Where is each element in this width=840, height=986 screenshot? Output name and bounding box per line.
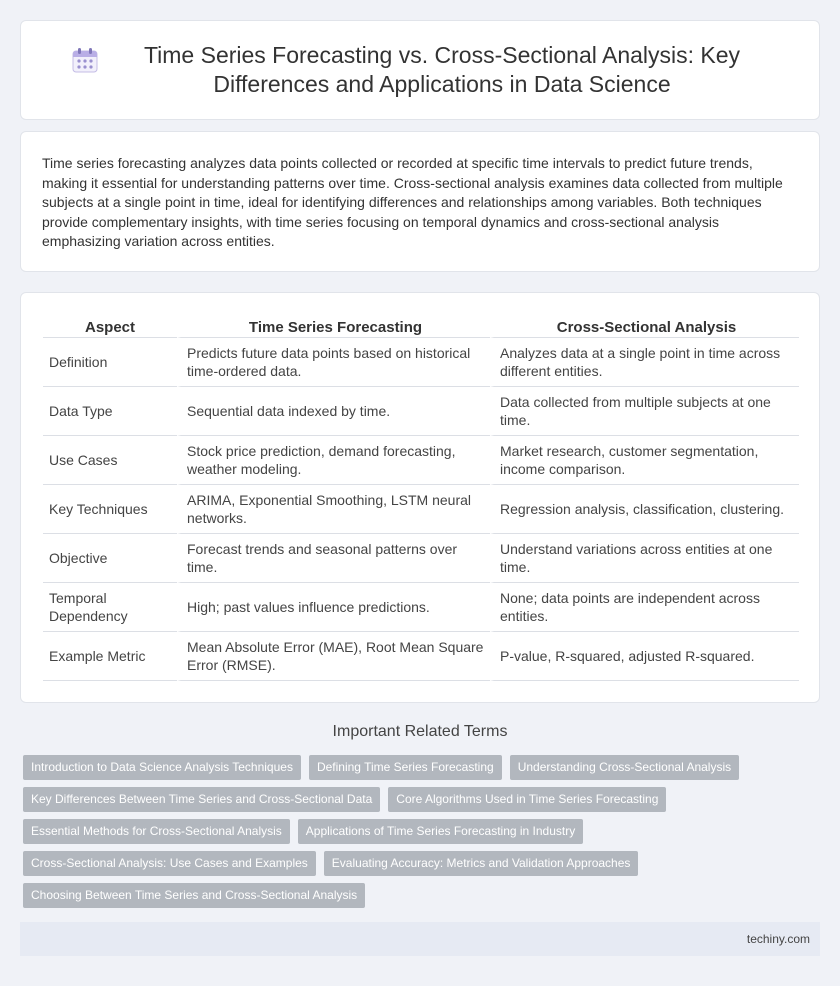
column-header-time-series: Time Series Forecasting bbox=[177, 314, 490, 338]
intro-card bbox=[20, 131, 820, 272]
table-cell-cross-sectional: Regression analysis, classification, clustering. bbox=[490, 485, 799, 534]
table-cell-aspect: Data Type bbox=[43, 387, 177, 436]
table-cell-aspect: Definition bbox=[43, 338, 177, 387]
table-cell-time-series: Sequential data indexed by time. bbox=[177, 387, 490, 436]
table-row bbox=[43, 436, 799, 485]
page-title: Time Series Forecasting vs. Cross-Sectional Analysis: Key Differences and Applications in Data Science bbox=[143, 42, 741, 97]
comparison-table-card bbox=[20, 292, 820, 703]
table-cell-aspect: Objective bbox=[43, 534, 177, 583]
related-term-tag[interactable]: Cross-Sectional Analysis: Use Cases and Examples bbox=[23, 851, 316, 876]
table-cell-time-series: High; past values influence predictions. bbox=[177, 583, 490, 632]
table-cell-time-series: Forecast trends and seasonal patterns over time. bbox=[177, 534, 490, 583]
table-cell-time-series: Predicts future data points based on historical time-ordered data. bbox=[177, 338, 490, 387]
column-header-aspect: Aspect bbox=[43, 314, 177, 338]
table-header-row bbox=[43, 314, 799, 338]
table-cell-time-series: ARIMA, Exponential Smoothing, LSTM neural networks. bbox=[177, 485, 490, 534]
comparison-table bbox=[43, 314, 799, 681]
tag-row bbox=[23, 819, 803, 844]
table-cell-aspect: Temporal Dependency bbox=[43, 583, 177, 632]
table-cell-cross-sectional: Understand variations across entities at one time. bbox=[490, 534, 799, 583]
related-term-tag[interactable]: Evaluating Accuracy: Metrics and Validation Approaches bbox=[324, 851, 639, 876]
table-cell-aspect: Key Techniques bbox=[43, 485, 177, 534]
table-cell-aspect: Use Cases bbox=[43, 436, 177, 485]
related-term-tag[interactable]: Understanding Cross-Sectional Analysis bbox=[510, 755, 739, 780]
tag-row bbox=[23, 755, 803, 780]
calendar-icon bbox=[70, 45, 100, 75]
table-cell-cross-sectional: None; data points are independent across entities. bbox=[490, 583, 799, 632]
table-row bbox=[43, 485, 799, 534]
table-cell-cross-sectional: Analyzes data at a single point in time across different entities. bbox=[490, 338, 799, 387]
table-cell-time-series: Stock price prediction, demand forecasting, weather modeling. bbox=[177, 436, 490, 485]
related-terms-list bbox=[23, 755, 803, 915]
related-term-tag[interactable]: Core Algorithms Used in Time Series Forecasting bbox=[388, 787, 666, 812]
table-row bbox=[43, 632, 799, 681]
table-cell-aspect: Example Metric bbox=[43, 632, 177, 681]
table-cell-cross-sectional: P-value, R-squared, adjusted R-squared. bbox=[490, 632, 799, 681]
related-terms-title: Important Related Terms bbox=[332, 723, 508, 740]
column-header-cross-sectional: Cross-Sectional Analysis bbox=[490, 314, 799, 338]
table-row bbox=[43, 583, 799, 632]
related-term-tag[interactable]: Defining Time Series Forecasting bbox=[309, 755, 502, 780]
table-cell-cross-sectional: Data collected from multiple subjects at one time. bbox=[490, 387, 799, 436]
tag-row bbox=[23, 883, 803, 908]
table-row bbox=[43, 338, 799, 387]
tag-row bbox=[23, 851, 803, 876]
related-term-tag[interactable]: Applications of Time Series Forecasting in Industry bbox=[298, 819, 583, 844]
related-term-tag[interactable]: Key Differences Between Time Series and Cross-Sectional Data bbox=[23, 787, 380, 812]
table-row bbox=[43, 387, 799, 436]
table-row bbox=[43, 534, 799, 583]
related-term-tag[interactable]: Choosing Between Time Series and Cross-Sectional Analysis bbox=[23, 883, 365, 908]
related-term-tag[interactable]: Essential Methods for Cross-Sectional Analysis bbox=[23, 819, 290, 844]
footer-site-link[interactable]: techiny.com bbox=[746, 932, 810, 946]
title-wrap bbox=[70, 41, 770, 99]
intro-paragraph: Time series forecasting analyzes data points collected or recorded at specific time intervals to predict future trends, making it essential for understanding patterns over time. Cross-sectional analysis examines data collected from multiple subjects at a single point in time, ideal for identifying differences and relationships among variables. Both techniques provide complementary insights, with time series focusing on temporal dynamics and cross-sectional analysis emphasizing variation across entities. bbox=[42, 155, 783, 250]
table-cell-time-series: Mean Absolute Error (MAE), Root Mean Square Error (RMSE). bbox=[177, 632, 490, 681]
related-term-tag[interactable]: Introduction to Data Science Analysis Techniques bbox=[23, 755, 301, 780]
header-card bbox=[20, 20, 820, 120]
tag-row bbox=[23, 787, 803, 812]
table-cell-cross-sectional: Market research, customer segmentation, income comparison. bbox=[490, 436, 799, 485]
footer bbox=[20, 922, 820, 956]
